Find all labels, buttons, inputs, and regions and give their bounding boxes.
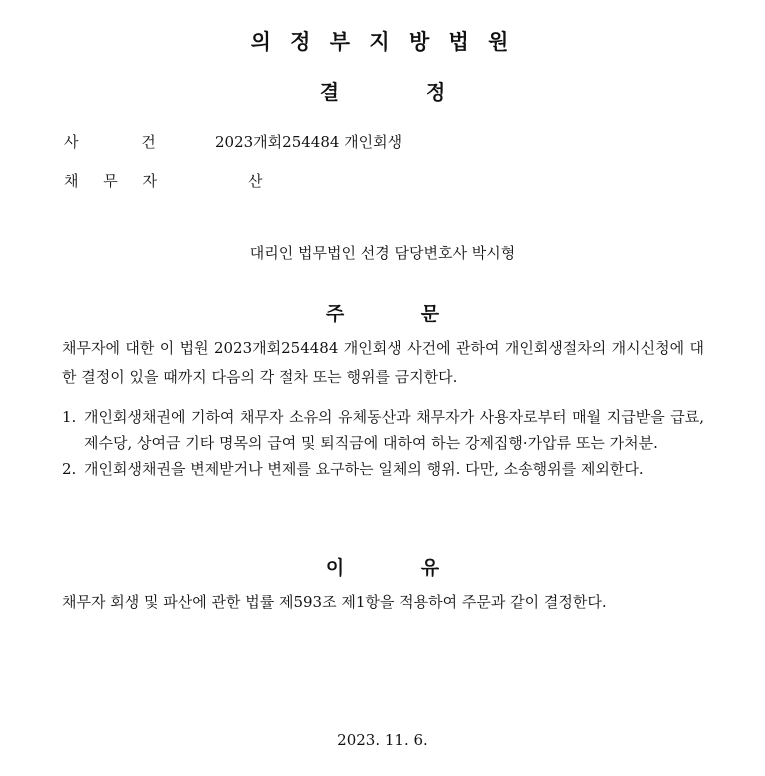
document-title: 결 정 <box>319 80 446 104</box>
item-number: 1. <box>62 408 77 426</box>
list-item <box>62 456 704 482</box>
item-text: 개인회생채권을 변제받거나 변제를 요구하는 일체의 행위. 다만, 소송행위를 제외한다. <box>84 460 644 478</box>
list-item <box>62 404 704 456</box>
case-number: 2023개회254484 개인회생 <box>215 133 403 151</box>
item-number: 2. <box>62 460 77 478</box>
reason-heading: 이 유 <box>325 557 440 579</box>
prohibited-acts-list <box>62 404 704 482</box>
legal-representative: 대리인 법무법인 선경 담당변호사 박시형 <box>249 244 516 262</box>
item-text: 개인회생채권에 기하여 채무자 소유의 유체동산과 채무자가 사용자로부터 매월 지급받을 급료, 제수당, 상여금 기타 명목의 급여 및 퇴직금에 대하여 하는 강제집행·가압류 또는 가처분. <box>84 408 704 452</box>
case-label: 사 건 <box>64 133 156 151</box>
order-intro: 채무자에 대한 이 법원 2023개회254484 개인회생 사건에 관하여 개인회생절차의 개시신청에 대한 결정이 있을 때까지 다음의 각 절차 또는 행위를 금지한다. <box>62 339 704 386</box>
decision-date: 2023. 11. 6. <box>337 731 428 749</box>
debtor-label: 채 무 자 <box>64 172 158 190</box>
order-heading: 주 문 <box>325 303 440 325</box>
reason-text: 채무자 회생 및 파산에 관한 법률 제593조 제1항을 적용하여 주문과 같이 결정한다. <box>62 593 607 611</box>
debtor-name: 산 <box>248 172 263 190</box>
court-name: 의 정 부 지 방 법 원 <box>250 30 515 54</box>
